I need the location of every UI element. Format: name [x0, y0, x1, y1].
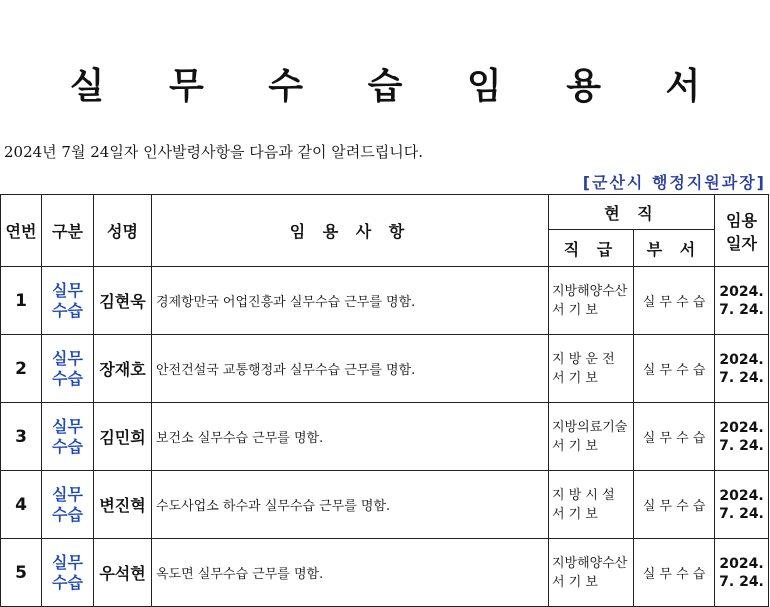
document-title: 실 무 수 습 임 용 서 [69, 66, 727, 107]
row-category-line2: 수습 [52, 504, 83, 524]
row-rank-line2: 서 기 보 [552, 506, 598, 522]
row-rank [549, 403, 634, 471]
header-current: 현 직 [549, 195, 715, 230]
row-date [715, 471, 769, 539]
header-no: 연번 [1, 195, 42, 267]
row-rank [549, 539, 634, 607]
header-date-line1: 임용 [726, 210, 757, 230]
row-date-line1: 2024. [719, 351, 764, 368]
row-rank [549, 335, 634, 403]
row-number: 4 [1, 471, 42, 539]
row-date [715, 335, 769, 403]
table-row [1, 471, 769, 539]
appointment-table [0, 194, 769, 607]
row-category-line1: 실무 [52, 484, 83, 504]
row-rank-line2: 서 기 보 [552, 302, 598, 318]
header-dept: 부 서 [634, 230, 715, 267]
row-rank-line1: 지 방 시 설 [552, 487, 615, 503]
header-rank: 직 급 [549, 230, 634, 267]
table-row [1, 267, 769, 335]
row-category [42, 267, 94, 335]
intro-text: 2024년 7월 24일자 인사발령사항을 다음과 같이 알려드립니다. [4, 143, 423, 161]
row-rank-line2: 서 기 보 [552, 438, 598, 454]
table-row [1, 403, 769, 471]
row-date-line1: 2024. [719, 487, 764, 504]
row-details: 보건소 실무수습 근무를 명함. [152, 403, 549, 471]
row-date-line2: 7. 24. [719, 301, 764, 318]
row-number: 1 [1, 267, 42, 335]
header-date-line2: 일자 [726, 233, 757, 253]
table-row [1, 539, 769, 607]
row-details: 안전건설국 교통행정과 실무수습 근무를 명함. [152, 335, 549, 403]
row-dept: 실 무 수 습 [634, 403, 715, 471]
row-rank [549, 471, 634, 539]
row-dept: 실 무 수 습 [634, 335, 715, 403]
row-rank-line1: 지방해양수산 [552, 555, 628, 571]
row-details: 수도사업소 하수과 실무수습 근무를 명함. [152, 471, 549, 539]
row-date [715, 403, 769, 471]
row-category-line2: 수습 [52, 572, 83, 592]
row-date-line2: 7. 24. [719, 437, 764, 454]
issuer-label: [군산시 행정지원과장] [582, 173, 766, 192]
header-date [715, 195, 769, 267]
header-category: 구분 [42, 195, 94, 267]
row-date-line1: 2024. [719, 555, 764, 572]
row-name: 우석현 [94, 539, 152, 607]
header-details: 임 용 사 항 [152, 195, 549, 267]
row-category-line1: 실무 [52, 348, 83, 368]
row-category [42, 471, 94, 539]
row-name: 김민희 [94, 403, 152, 471]
row-details: 경제항만국 어업진흥과 실무수습 근무를 명함. [152, 267, 549, 335]
row-date [715, 267, 769, 335]
row-rank-line2: 서 기 보 [552, 574, 598, 590]
row-category-line1: 실무 [52, 280, 83, 300]
row-details: 옥도면 실무수습 근무를 명함. [152, 539, 549, 607]
row-dept: 실 무 수 습 [634, 267, 715, 335]
row-category-line1: 실무 [52, 416, 83, 436]
row-dept: 실 무 수 습 [634, 471, 715, 539]
row-category [42, 403, 94, 471]
row-category [42, 335, 94, 403]
table-row [1, 335, 769, 403]
row-rank-line1: 지 방 운 전 [552, 351, 615, 367]
row-date-line2: 7. 24. [719, 505, 764, 522]
row-name: 장재호 [94, 335, 152, 403]
row-number: 5 [1, 539, 42, 607]
row-category-line2: 수습 [52, 368, 83, 388]
row-rank [549, 267, 634, 335]
row-date-line1: 2024. [719, 419, 764, 436]
row-number: 3 [1, 403, 42, 471]
row-category [42, 539, 94, 607]
row-rank-line1: 지방해양수산 [552, 283, 628, 299]
row-date-line1: 2024. [719, 283, 764, 300]
row-category-line2: 수습 [52, 300, 83, 320]
row-dept: 실 무 수 습 [634, 539, 715, 607]
header-name: 성명 [94, 195, 152, 267]
row-category-line1: 실무 [52, 552, 83, 572]
row-date [715, 539, 769, 607]
row-name: 김현욱 [94, 267, 152, 335]
row-name: 변진혁 [94, 471, 152, 539]
row-category-line2: 수습 [52, 436, 83, 456]
row-number: 2 [1, 335, 42, 403]
row-rank-line1: 지방의료기술 [552, 419, 628, 435]
row-date-line2: 7. 24. [719, 369, 764, 386]
row-date-line2: 7. 24. [719, 573, 764, 590]
row-rank-line2: 서 기 보 [552, 370, 598, 386]
